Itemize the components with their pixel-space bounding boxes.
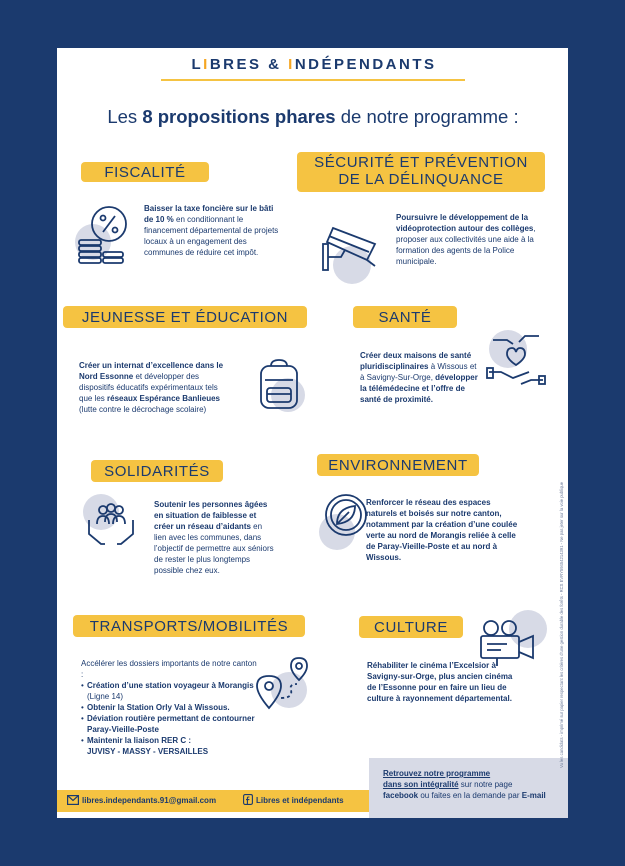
solidarity-hands-icon [85,500,137,550]
list-item: • Obtenir la Station Orly Val à Wissous. [81,702,261,713]
program-callout: Retrouvez notre programme dans son intégralité sur notre page facebook ou faites en la demande par E-mail [369,758,568,818]
fiscalite-text: Baisser la taxe foncière sur le bâti de 10 % en conditionnant le financement départemental de projets locaux à un engagement des communes de réduire cet impôt. [144,204,279,257]
logo: LIBRES & INDÉPENDANTS [191,56,437,73]
footer-facebook[interactable]: Libres et indépendants [256,796,344,805]
transports-list [81,680,261,757]
environnement-text: Renforcer le réseau des espaces naturels et boisés sur notre canton, notamment par la création d’une coulée verte au nord de Morangis reliée à celle de Paray-Vieille-Poste et au nord à Wissous. [366,498,518,562]
section-title-transports: TRANSPORTS/MOBILITÉS [89,618,289,635]
section-title-sante: SANTÉ [378,309,432,326]
section-title-solidarites: SOLIDARITÉS [104,463,210,480]
legal-mention: Vu les candidats - imprimé sur papier respectant les critères d’une gestion durable des forêts - RCS EVRY59454214391 - Ne pas jeter sur la voie publique [559,481,564,768]
list-item: • Création d’une station voyageur à Morangis (Ligne 14) [81,680,261,702]
jeunesse-text: Créer un internat d’excellence dans le Nord Essonne et développer des dispositifs éducatifs expérimentaux tels que les réseaux Espérance Banlieues (lutte contre le décrochage scolaire) [79,361,224,414]
section-title-environnement: ENVIRONNEMENT [328,457,468,474]
facebook-icon [243,794,253,805]
section-title-jeunesse: JEUNESSE ET ÉDUCATION [81,309,289,326]
route-pin-icon [253,654,315,710]
sante-text: Créer deux maisons de santé pluridisciplinaires à Wissous et à Savigny-Sur-Orge, développer la télémédecine et l’offre de santé de proximité. [360,351,478,404]
list-item: • Maintenir la liaison RER C : JUVISY - MASSY - VERSAILLES [81,735,261,757]
footer-email[interactable]: libres.independants.91@gmail.com [82,796,217,805]
culture-text: Réhabiliter le cinéma l’Excelsior à Savigny-sur-Orge, plus ancien cinéma de l’Essonne pour en faire un lieu de culture à rayonnement départemental. [367,661,513,703]
list-item: • Déviation routière permettant de contourner Paray-Vieille-Poste [81,713,261,735]
security-camera-icon [319,214,381,276]
movie-camera-icon [477,618,539,668]
section-title-fiscalite: FISCALITÉ [104,164,186,181]
leaf-icon [323,492,369,538]
flyer-sheet [57,48,568,818]
logo-underline [161,79,465,81]
page-title: Les 8 propositions phares de notre programme : [107,106,519,127]
solidarites-text: Soutenir les personnes âgées en situation de faiblesse et créer un réseau d’aidants en lien avec les communes, dans l’objectif de permettre aux séniors de rester le plus longtemps possible chez eux. [154,500,274,575]
tax-coins-icon [77,204,129,266]
care-heart-icon [485,332,547,388]
mail-icon [67,795,79,805]
backpack-icon [255,358,303,412]
section-title-securite: SÉCURITÉ ET PRÉVENTION DE LA DÉLINQUANCE [314,154,528,188]
transports-text: Accélérer les dossiers importants de notre canton : • Création d’une station voyageur à Morangis (Ligne 14) • Obtenir la Station Orly Val à Wissous. • Déviation routière permettant de contourner Paray-Vieille-Poste • Maintenir la liaison RER C : JUVISY - MASSY - VERSAILLES [81,658,261,757]
securite-text: Poursuivre le développement de la vidéoprotection autour des collèges, proposer aux collectivités une aide à la formation des agents de la Police municipale. [396,213,536,266]
section-title-culture: CULTURE [374,619,448,636]
